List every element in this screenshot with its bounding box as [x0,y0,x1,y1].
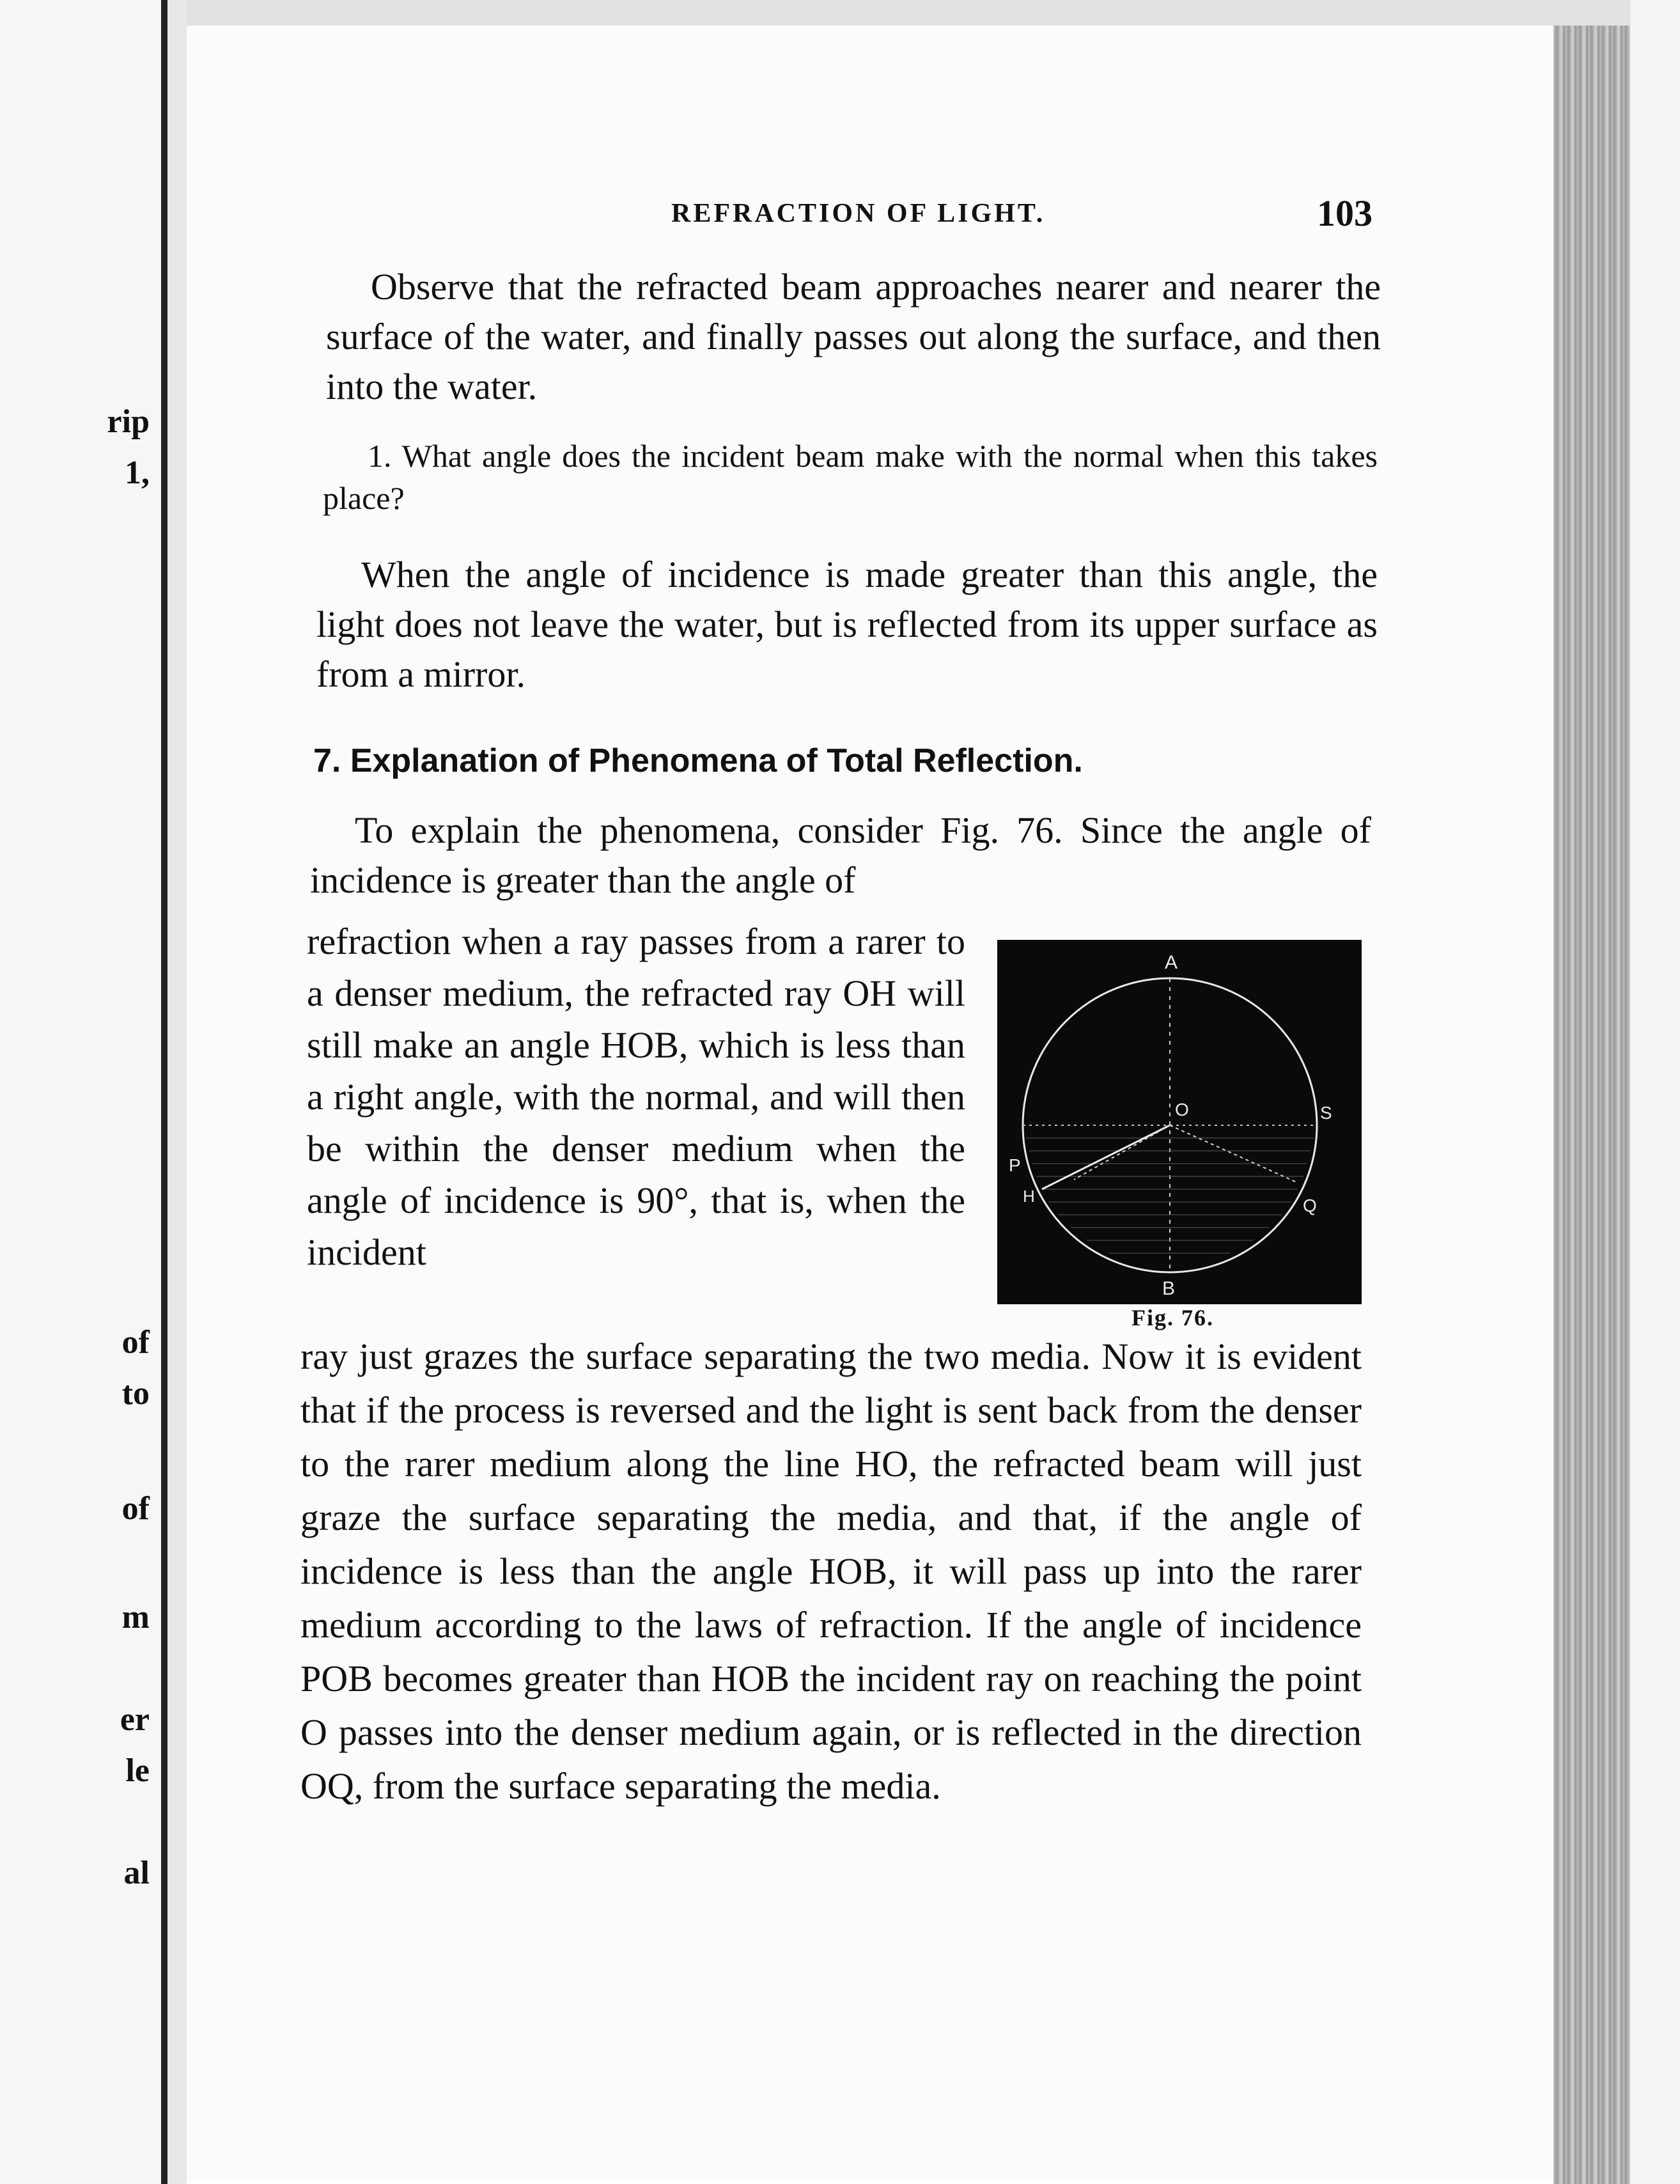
paragraph-observe: Observe that the refracted beam approaches nearer and nearer the surface of the water, and finally passes out along the surface, and then into the water. [326,266,1381,407]
scan-right-margin [1630,0,1680,2184]
left-fragment: to [121,1375,150,1412]
refraction-circle-diagram [997,940,1362,1304]
left-fragment: of [121,1490,150,1527]
question-1: 1. What angle does the incident beam make with the normal when this takes place? [323,438,1378,516]
book-gutter [167,0,187,2184]
label-O: O [1175,1100,1189,1119]
section-heading: 7. Explanation of Phenomena of Total Reflection. [313,742,1083,779]
left-fragment: rip [107,403,150,440]
figure-background [997,940,1362,1304]
paragraph-explain-top: To explain the phenomena, consider Fig. 76. Since the angle of incidence is greater than the angle of [310,809,1371,901]
running-title: REFRACTION OF LIGHT. [671,199,1046,228]
left-fragment: er [120,1701,150,1738]
paragraph-total-reflection: When the angle of incidence is made greater than this angle, the light does not leave the water, but is reflected from its upper surface as from a mirror. [316,554,1378,695]
figure-76 [997,940,1362,1317]
left-fragment: of [121,1324,150,1361]
label-S: S [1320,1103,1332,1123]
left-fragment: al [123,1855,150,1891]
label-H: H [1023,1187,1035,1206]
label-B: B [1162,1278,1176,1299]
left-fragment: 1, [125,455,150,491]
figure-caption: Fig. 76. [1132,1305,1214,1330]
left-fragment: le [125,1752,150,1789]
paragraph-explain-wrap: refraction when a ray passes from a rarer to a denser medium, the refracted ray OH will still make an angle HOB, which is less than a right angle, with the normal, and will then be within the denser medium when the angle of incidence is 90°, that is, when the incident [307,921,965,1273]
scan-top-band [167,0,1680,26]
adjacent-page-edge [0,0,167,2184]
paragraph-explain-full: ray just grazes the surface separating the two media. Now it is evident that if the process is reversed and the light is sent back from the denser to the rarer medium along the line HO, the refracted beam will just graze the surface separating the media, and that, if the angle of incidence is less than the angle HOB, it will pass up into the rarer medium according to the laws of refraction. If the angle of incidence POB becomes greater than HOB the incident ray on reaching the point O passes into the denser medium again, or is reflected in the direction OQ, from the surface separating the media. [300,1336,1362,1807]
page-number: 103 [1317,192,1373,234]
left-fragment: m [121,1599,150,1635]
label-Q: Q [1303,1196,1317,1215]
label-P: P [1009,1155,1021,1175]
page-stack-edge [1553,26,1630,2184]
label-A: A [1165,952,1178,973]
